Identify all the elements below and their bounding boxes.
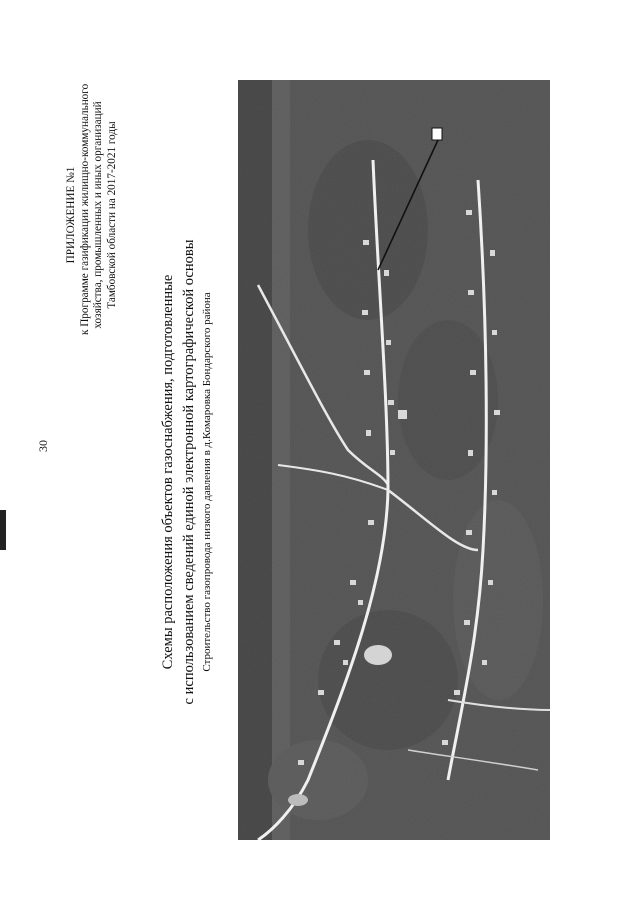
appendix-line-3: Тамбовской области на 2017-2021 годы [105, 121, 118, 309]
appendix-line-2: хозяйства, промышленных и иных организаций [92, 101, 104, 329]
satellite-map [238, 80, 550, 840]
appendix-block [65, 83, 135, 335]
appendix-line-1: к Программе газификации жилищно-коммунального [78, 83, 91, 335]
heading-line-2: с использованием сведений единой электронной картографической основы [181, 239, 197, 705]
open-clearing [364, 645, 392, 665]
gas-distribution-point [432, 128, 442, 140]
appendix-title: ПРИЛОЖЕНИЕ №1 [65, 166, 77, 264]
scan-edge-mark [0, 510, 6, 550]
page-number: 30 [36, 440, 50, 452]
document-heading [158, 202, 202, 742]
satellite-map-image [238, 80, 550, 840]
heading-line-1: Схемы расположения объектов газоснабжения, подготовленные [160, 274, 176, 670]
map-caption: Строительство газопровода низкого давления в д.Комаровка Бондарского района [201, 292, 213, 672]
